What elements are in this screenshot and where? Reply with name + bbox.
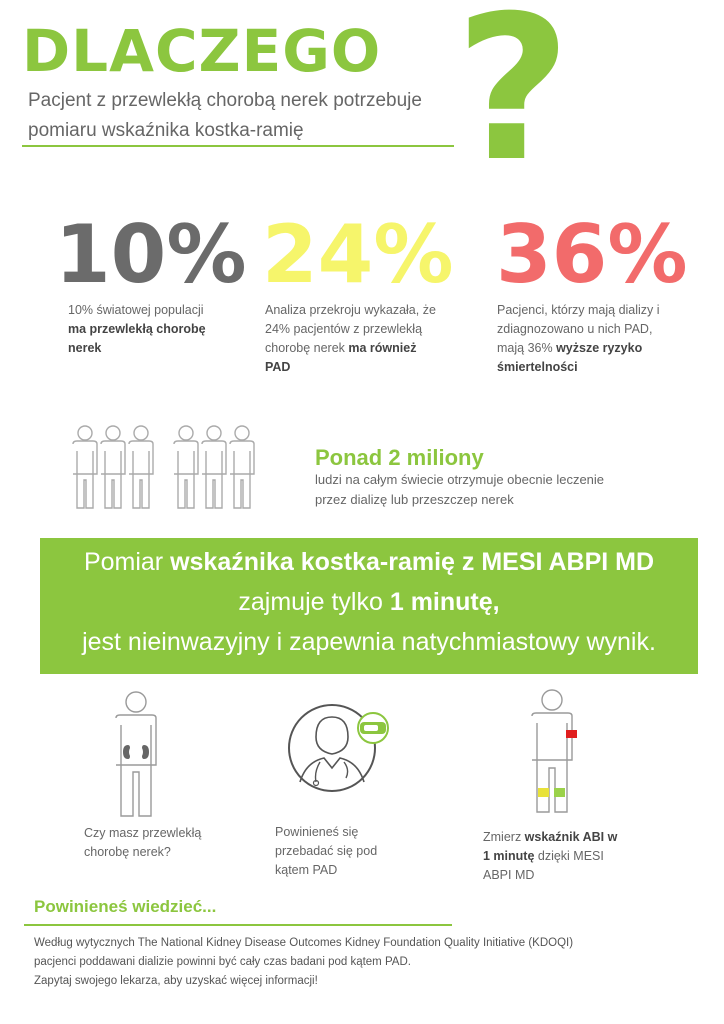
abi-device-icon [352,712,394,744]
abi-banner [40,538,698,674]
should-know-text: Według wytycznych The National Kidney Disease Outcomes Kidney Foundation Quality Initiative (KDOQI) pacjenci poddawani dializie powinni być cały czas badani pod kątem PAD. Zapytaj swojego lekarza, aby uzyskać więcej informacji! [34,937,574,987]
stat-value-3: 36% [496,208,688,301]
stat-text-3: Pacjenci, którzy mają dializy i zdiagnozowano u nich PAD, mają 36% wyższe ryzyko śmiertelności [497,303,660,374]
question-mark-icon: ? [455,0,572,206]
should-know-divider [24,924,452,926]
stat-text-1: 10% światowej populacji ma przewlekłą chorobę nerek [68,303,206,355]
banner-line-3: jest nieinwazyjny i zapewnia natychmiastowy wynik. [82,628,656,656]
header-divider [22,145,454,147]
cuff-person-icon [522,688,582,816]
banner-line-1: Pomiar wskaźnika kostka-ramię z MESI ABPI MD [83,548,655,576]
banner-line-2: zajmuje tylko 1 minutę, [238,588,500,616]
card-measure-abi: Zmierz wskaźnik ABI w 1 minutę dzięki MESI ABPI MD [483,830,618,882]
page-title: DLACZEGO [22,17,382,85]
card-pad-test: Powinieneś się przebadać się pod kątem PAD [275,825,378,877]
page-subtitle: Pacjent z przewlekłą chorobą nerek potrzebuje pomiaru wskaźnika kostka-ramię [28,90,422,141]
stat-text-2: Analiza przekroju wykazała, że 24% pacjentów z przewlekłą chorobę nerek ma również PAD [265,303,436,374]
people-stat-text: ludzi na całym świecie otrzymuje obecnie leczenie przez dializę lub przeszczep nerek [315,472,605,507]
kidney-person-icon [108,690,164,820]
people-stat-title: Ponad 2 miliony [315,445,484,470]
stat-value-2: 24% [262,208,454,301]
should-know-title: Powinieneś wiedzieć... [34,897,217,916]
stat-value-1: 10% [55,208,247,301]
card-ckd-question: Czy masz przewlekłą chorobę nerek? [84,826,202,859]
people-group-icon [68,424,268,514]
